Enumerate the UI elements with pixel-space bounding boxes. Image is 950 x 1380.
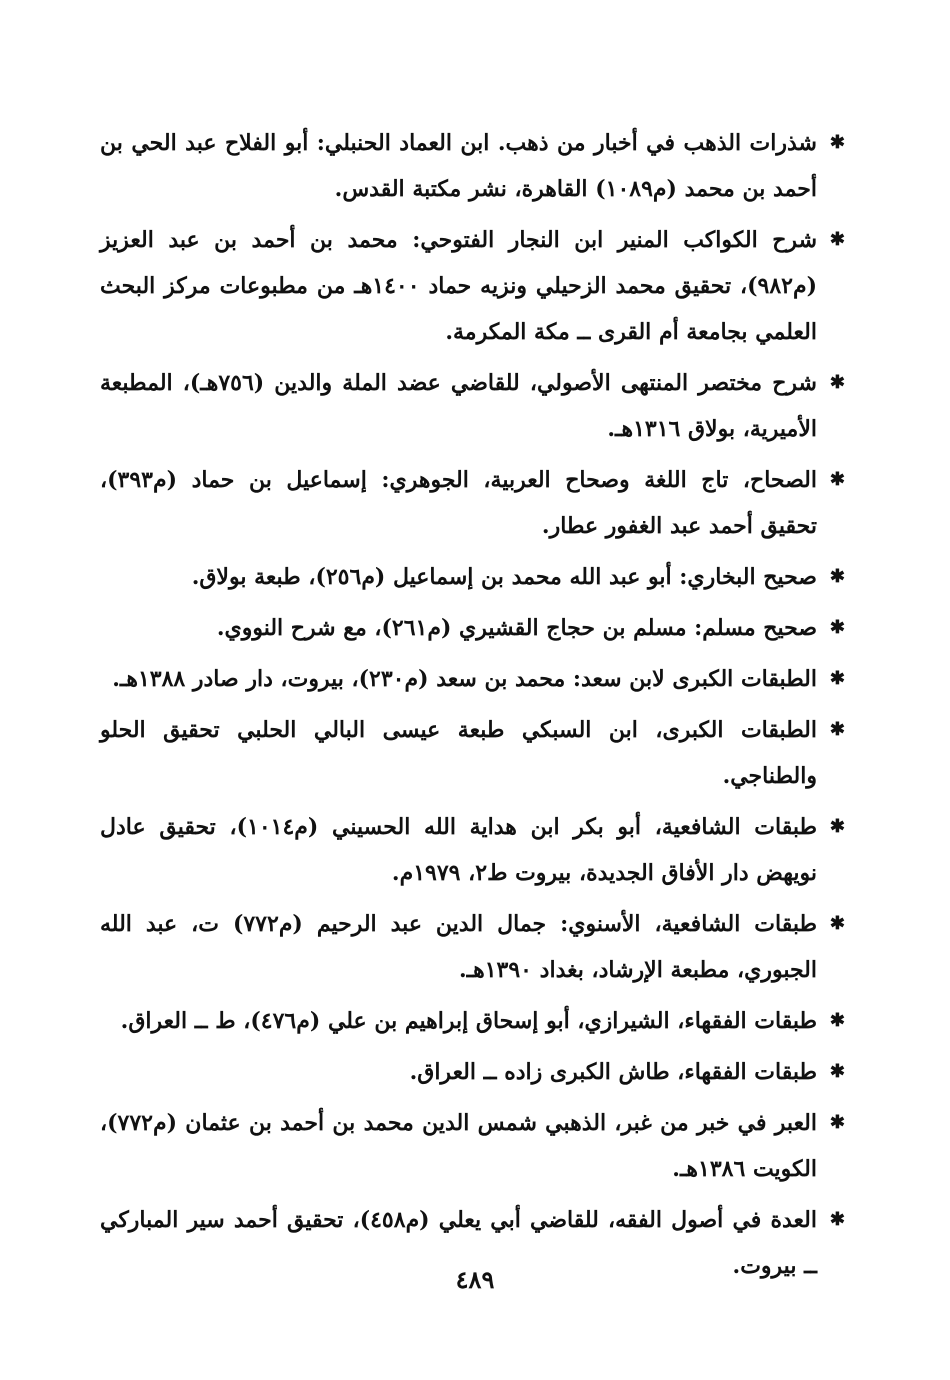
- bibliography-entry: [100, 656, 845, 702]
- bullet-star-icon: ✱: [829, 913, 845, 934]
- bullet-star-icon: ✱: [829, 229, 845, 250]
- bullet-star-icon: ✱: [829, 1112, 845, 1133]
- bullet-star-icon: ✱: [829, 1061, 845, 1082]
- entry-text: صحيح مسلم: مسلم بن حجاج القشيري (م٢٦١)، مع شرح النووي.: [216, 615, 817, 641]
- entry-text: شذرات الذهب في أخبار من ذهب. ابن العماد الحنبلي: أبو الفلاح عبد الحي بن أحمد بن محمد (م١٠٨٩) القاهرة، نشر مكتبة القدس.: [100, 130, 817, 202]
- bibliography-entry: [100, 1100, 845, 1192]
- entry-text: طبقات الشافعية، أبو بكر ابن هداية الله الحسيني (م١٠١٤)، تحقيق عادل نويهض دار الأفاق الجديدة، بيروت ط٢، ١٩٧٩م.: [100, 814, 817, 886]
- entry-text: الصحاح، تاج اللغة وصحاح العربية، الجوهري: إسماعيل بن حماد (م٣٩٣)، تحقيق أحمد عبد الغفور عطار.: [100, 467, 817, 539]
- bullet-star-icon: ✱: [829, 719, 845, 740]
- bullet-star-icon: ✱: [829, 372, 845, 393]
- entry-text: شرح الكواكب المنير ابن النجار الفتوحي: محمد بن أحمد بن عبد العزيز (م٩٨٢)، تحقيق محمد الزحيلي ونزيه حماد ١٤٠٠هـ من مطبوعات مركز البحث العلمي بجامعة أم القرى ــ مكة المكرمة.: [100, 227, 817, 345]
- bibliography-entry: [100, 1049, 845, 1095]
- bibliography-entry: [100, 901, 845, 993]
- entry-text: العدة في أصول الفقه، للقاضي أبي يعلي (م٤٥٨)، تحقيق أحمد سير المباركي ــ بيروت.: [100, 1207, 817, 1279]
- bullet-star-icon: ✱: [829, 816, 845, 837]
- bibliography-list: [100, 120, 845, 1294]
- bullet-star-icon: ✱: [829, 469, 845, 490]
- bibliography-entry: [100, 998, 845, 1044]
- bullet-star-icon: ✱: [829, 617, 845, 638]
- bullet-star-icon: ✱: [829, 566, 845, 587]
- bibliography-entry: [100, 217, 845, 355]
- entry-text: طبقات الفقهاء، طاش الكبرى زاده ــ العراق.: [409, 1059, 817, 1085]
- entry-text: العبر في خبر من غبر، الذهبي شمس الدين محمد بن أحمد بن عثمان (م٧٧٢)، الكويت ١٣٨٦هـ.: [100, 1110, 817, 1182]
- bibliography-entry: [100, 120, 845, 212]
- entry-text: صحيح البخاري: أبو عبد الله محمد بن إسماعيل (م٢٥٦)، طبعة بولاق.: [191, 564, 817, 590]
- bibliography-entry: [100, 457, 845, 549]
- bibliography-entry: [100, 554, 845, 600]
- bullet-star-icon: ✱: [829, 1010, 845, 1031]
- bullet-star-icon: ✱: [829, 132, 845, 153]
- bibliography-entry: [100, 605, 845, 651]
- entry-text: طبقات الفقهاء، الشيرازي، أبو إسحاق إبراهيم بن علي (م٤٧٦)، ط ــ العراق.: [120, 1008, 817, 1034]
- entry-text: شرح مختصر المنتهى الأصولي، للقاضي عضد الملة والدين (٧٥٦هـ)، المطبعة الأميرية، بولاق ١٣١٦هـ.: [100, 370, 817, 442]
- page-number: ٤٨٩: [455, 1265, 495, 1294]
- entry-text: الطبقات الكبرى لابن سعد: محمد بن سعد (م٢٣٠)، بيروت، دار صادر ١٣٨٨هـ.: [112, 666, 817, 692]
- bibliography-entry: [100, 360, 845, 452]
- bibliography-entry: [100, 804, 845, 896]
- entry-text: طبقات الشافعية، الأسنوي: جمال الدين عبد الرحيم (م٧٧٢) ت، عبد الله الجبوري، مطبعة الإرشاد، بغداد ١٣٩٠هـ.: [100, 911, 818, 983]
- entry-text: الطبقات الكبرى، ابن السبكي طبعة عيسى البالي الحلبي تحقيق الحلو والطناجي.: [100, 717, 817, 789]
- bullet-star-icon: ✱: [829, 668, 845, 689]
- bibliography-entry: [100, 707, 845, 799]
- bullet-star-icon: ✱: [829, 1209, 845, 1230]
